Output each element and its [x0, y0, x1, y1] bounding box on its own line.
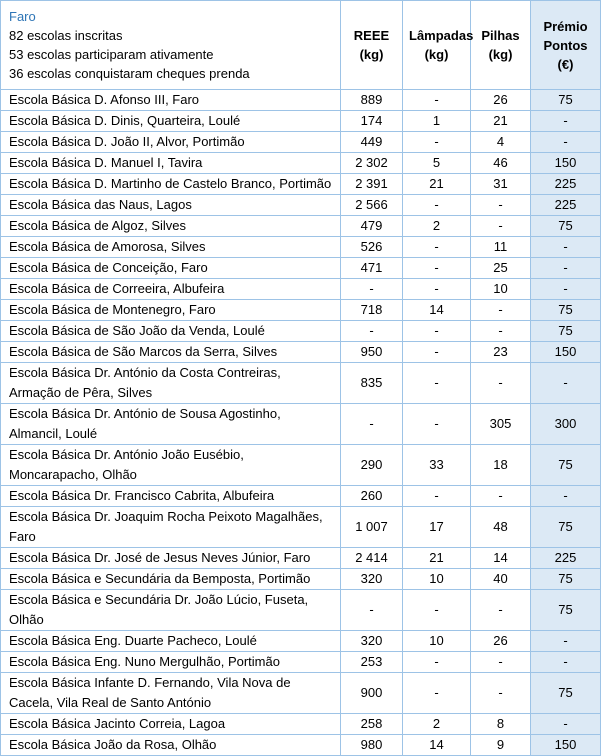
pilhas-cell: 11	[471, 237, 531, 258]
table-body	[1, 90, 601, 756]
table-row	[1, 195, 601, 216]
premio-cell: 75	[531, 300, 601, 321]
school-name-cell: Escola Básica Infante D. Fernando, Vila Nova de Cacela, Vila Real de Santo António	[1, 673, 341, 714]
school-name-cell: Escola Básica D. João II, Alvor, Portimão	[1, 132, 341, 153]
summary-line-registered: 82 escolas inscritas	[9, 28, 123, 43]
lampadas-cell: 10	[403, 631, 471, 652]
table-row	[1, 404, 601, 445]
pilhas-cell: -	[471, 673, 531, 714]
column-header-lampadas-label: Lâmpadas	[409, 28, 474, 43]
lampadas-cell: -	[403, 258, 471, 279]
table-row	[1, 652, 601, 673]
column-header-premio-label-2: Pontos	[543, 37, 588, 53]
table-row	[1, 279, 601, 300]
lampadas-cell: -	[403, 652, 471, 673]
column-header-premio-unit: (€)	[557, 56, 574, 72]
pilhas-cell: -	[471, 321, 531, 342]
table-row	[1, 548, 601, 569]
school-name-cell: Escola Básica Dr. António da Costa Contreiras, Armação de Pêra, Silves	[1, 363, 341, 404]
pilhas-cell: 14	[471, 548, 531, 569]
pilhas-cell: -	[471, 300, 531, 321]
pilhas-cell: 9	[471, 735, 531, 756]
lampadas-cell: -	[403, 673, 471, 714]
table-row	[1, 445, 601, 486]
lampadas-cell: -	[403, 486, 471, 507]
school-name-cell: Escola Básica de São Marcos da Serra, Silves	[1, 342, 341, 363]
premio-cell: 75	[531, 590, 601, 631]
premio-cell: -	[531, 631, 601, 652]
table-row	[1, 174, 601, 195]
summary-line-prizes: 36 escolas conquistaram cheques prenda	[9, 66, 250, 81]
lampadas-cell: 2	[403, 216, 471, 237]
summary-line-participated: 53 escolas participaram ativamente	[9, 47, 214, 62]
reee-cell: 258	[341, 714, 403, 735]
lampadas-cell: -	[403, 363, 471, 404]
reee-cell: 718	[341, 300, 403, 321]
table-row	[1, 673, 601, 714]
premio-cell: 225	[531, 195, 601, 216]
lampadas-cell: 1	[403, 111, 471, 132]
premio-cell: 150	[531, 153, 601, 174]
premio-cell: 75	[531, 569, 601, 590]
reee-cell: -	[341, 279, 403, 300]
pilhas-cell: -	[471, 363, 531, 404]
lampadas-cell: -	[403, 321, 471, 342]
premio-cell: 75	[531, 507, 601, 548]
reee-cell: 889	[341, 90, 403, 111]
pilhas-cell: -	[471, 195, 531, 216]
reee-cell: 471	[341, 258, 403, 279]
table-row	[1, 363, 601, 404]
reee-cell: -	[341, 404, 403, 445]
school-name-cell: Escola Básica de São João da Venda, Loulé	[1, 321, 341, 342]
column-header-lampadas-unit: (kg)	[424, 47, 449, 62]
reee-cell: -	[341, 590, 403, 631]
premio-cell: 75	[531, 216, 601, 237]
lampadas-cell: 21	[403, 174, 471, 195]
pilhas-cell: -	[471, 486, 531, 507]
reee-cell: 2 566	[341, 195, 403, 216]
reee-cell: 980	[341, 735, 403, 756]
column-header-premio-label: Prémio	[543, 18, 588, 34]
pilhas-cell: 4	[471, 132, 531, 153]
lampadas-cell: -	[403, 90, 471, 111]
premio-cell: 150	[531, 342, 601, 363]
pilhas-cell: 40	[471, 569, 531, 590]
lampadas-cell: 10	[403, 569, 471, 590]
reee-cell: 260	[341, 486, 403, 507]
reee-cell: 290	[341, 445, 403, 486]
table-row	[1, 237, 601, 258]
lampadas-cell: -	[403, 132, 471, 153]
lampadas-cell: 33	[403, 445, 471, 486]
school-name-cell: Escola Básica Dr. António de Sousa Agostinho, Almancil, Loulé	[1, 404, 341, 445]
table-row	[1, 90, 601, 111]
school-name-cell: Escola Básica D. Dinis, Quarteira, Loulé	[1, 111, 341, 132]
pilhas-cell: 48	[471, 507, 531, 548]
premio-cell: 75	[531, 90, 601, 111]
school-name-cell: Escola Básica Jacinto Correia, Lagoa	[1, 714, 341, 735]
table-row	[1, 486, 601, 507]
school-name-cell: Escola Básica João da Rosa, Olhão	[1, 735, 341, 756]
school-name-cell: Escola Básica Eng. Nuno Mergulhão, Portimão	[1, 652, 341, 673]
table-row	[1, 714, 601, 735]
region-title: Faro	[9, 9, 36, 24]
pilhas-cell: 25	[471, 258, 531, 279]
school-name-cell: Escola Básica Dr. António João Eusébio, Moncarapacho, Olhão	[1, 445, 341, 486]
reee-cell: 526	[341, 237, 403, 258]
pilhas-cell: 23	[471, 342, 531, 363]
table-row	[1, 631, 601, 652]
school-name-cell: Escola Básica de Correeira, Albufeira	[1, 279, 341, 300]
premio-cell: -	[531, 132, 601, 153]
pilhas-cell: -	[471, 590, 531, 631]
premio-cell: -	[531, 237, 601, 258]
reee-cell: 2 302	[341, 153, 403, 174]
premio-cell: -	[531, 652, 601, 673]
column-header-pilhas-unit: (kg)	[488, 47, 513, 62]
premio-cell: -	[531, 486, 601, 507]
table-row	[1, 342, 601, 363]
lampadas-cell: 5	[403, 153, 471, 174]
table-row	[1, 507, 601, 548]
school-name-cell: Escola Básica de Algoz, Silves	[1, 216, 341, 237]
premio-cell: 300	[531, 404, 601, 445]
lampadas-cell: -	[403, 279, 471, 300]
pilhas-cell: -	[471, 216, 531, 237]
pilhas-cell: 305	[471, 404, 531, 445]
school-name-cell: Escola Básica e Secundária da Bemposta, Portimão	[1, 569, 341, 590]
lampadas-cell: -	[403, 342, 471, 363]
school-name-cell: Escola Básica de Conceição, Faro	[1, 258, 341, 279]
reee-cell: 900	[341, 673, 403, 714]
reee-cell: 253	[341, 652, 403, 673]
pilhas-cell: 8	[471, 714, 531, 735]
lampadas-cell: 2	[403, 714, 471, 735]
school-name-cell: Escola Básica Dr. José de Jesus Neves Júnior, Faro	[1, 548, 341, 569]
reee-cell: 950	[341, 342, 403, 363]
column-header-pilhas-label: Pilhas	[481, 28, 520, 43]
lampadas-cell: -	[403, 404, 471, 445]
premio-cell: 150	[531, 735, 601, 756]
table-row	[1, 132, 601, 153]
table-row	[1, 300, 601, 321]
reee-cell: 174	[341, 111, 403, 132]
reee-cell: 320	[341, 569, 403, 590]
school-name-cell: Escola Básica Eng. Duarte Pacheco, Loulé	[1, 631, 341, 652]
school-name-cell: Escola Básica e Secundária Dr. João Lúcio, Fuseta, Olhão	[1, 590, 341, 631]
school-name-cell: Escola Básica de Montenegro, Faro	[1, 300, 341, 321]
lampadas-cell: -	[403, 590, 471, 631]
header-row	[1, 1, 601, 90]
pilhas-cell: 10	[471, 279, 531, 300]
column-header-premio	[531, 1, 601, 90]
pilhas-cell: 18	[471, 445, 531, 486]
premio-cell: 75	[531, 673, 601, 714]
lampadas-cell: -	[403, 195, 471, 216]
reee-cell: 320	[341, 631, 403, 652]
premio-cell: -	[531, 279, 601, 300]
reee-cell: 479	[341, 216, 403, 237]
pilhas-cell: 31	[471, 174, 531, 195]
premio-cell: 225	[531, 548, 601, 569]
reee-cell: -	[341, 321, 403, 342]
reee-cell: 835	[341, 363, 403, 404]
premio-cell: 75	[531, 321, 601, 342]
school-name-cell: Escola Básica Dr. Francisco Cabrita, Albufeira	[1, 486, 341, 507]
column-header-reee	[341, 1, 403, 90]
premio-cell: -	[531, 258, 601, 279]
premio-cell: -	[531, 714, 601, 735]
column-header-lampadas	[403, 1, 474, 90]
column-header-reee-label: REEE	[353, 28, 390, 43]
table-row	[1, 321, 601, 342]
pilhas-cell: 26	[471, 631, 531, 652]
lampadas-cell: 14	[403, 300, 471, 321]
reee-cell: 1 007	[341, 507, 403, 548]
table-row	[1, 569, 601, 590]
reee-cell: 2 391	[341, 174, 403, 195]
lampadas-cell: 21	[403, 548, 471, 569]
table-row	[1, 590, 601, 631]
column-header-pilhas	[471, 1, 531, 90]
table-row	[1, 258, 601, 279]
school-name-cell: Escola Básica de Amorosa, Silves	[1, 237, 341, 258]
premio-cell: 225	[531, 174, 601, 195]
table-row	[1, 735, 601, 756]
premio-cell: -	[531, 111, 601, 132]
table-row	[1, 111, 601, 132]
premio-cell: -	[531, 363, 601, 404]
school-name-cell: Escola Básica D. Martinho de Castelo Branco, Portimão	[1, 174, 341, 195]
lampadas-cell: 17	[403, 507, 471, 548]
lampadas-cell: -	[403, 237, 471, 258]
school-name-cell: Escola Básica Dr. Joaquim Rocha Peixoto Magalhães, Faro	[1, 507, 341, 548]
table-row	[1, 216, 601, 237]
reee-cell: 449	[341, 132, 403, 153]
region-summary	[1, 1, 341, 90]
lampadas-cell: 14	[403, 735, 471, 756]
premio-cell: 75	[531, 445, 601, 486]
pilhas-cell: -	[471, 652, 531, 673]
school-name-cell: Escola Básica D. Afonso III, Faro	[1, 90, 341, 111]
table-row	[1, 153, 601, 174]
pilhas-cell: 46	[471, 153, 531, 174]
school-name-cell: Escola Básica D. Manuel I, Tavira	[1, 153, 341, 174]
reee-cell: 2 414	[341, 548, 403, 569]
column-header-reee-unit: (kg)	[359, 47, 384, 62]
school-name-cell: Escola Básica das Naus, Lagos	[1, 195, 341, 216]
pilhas-cell: 26	[471, 90, 531, 111]
pilhas-cell: 21	[471, 111, 531, 132]
